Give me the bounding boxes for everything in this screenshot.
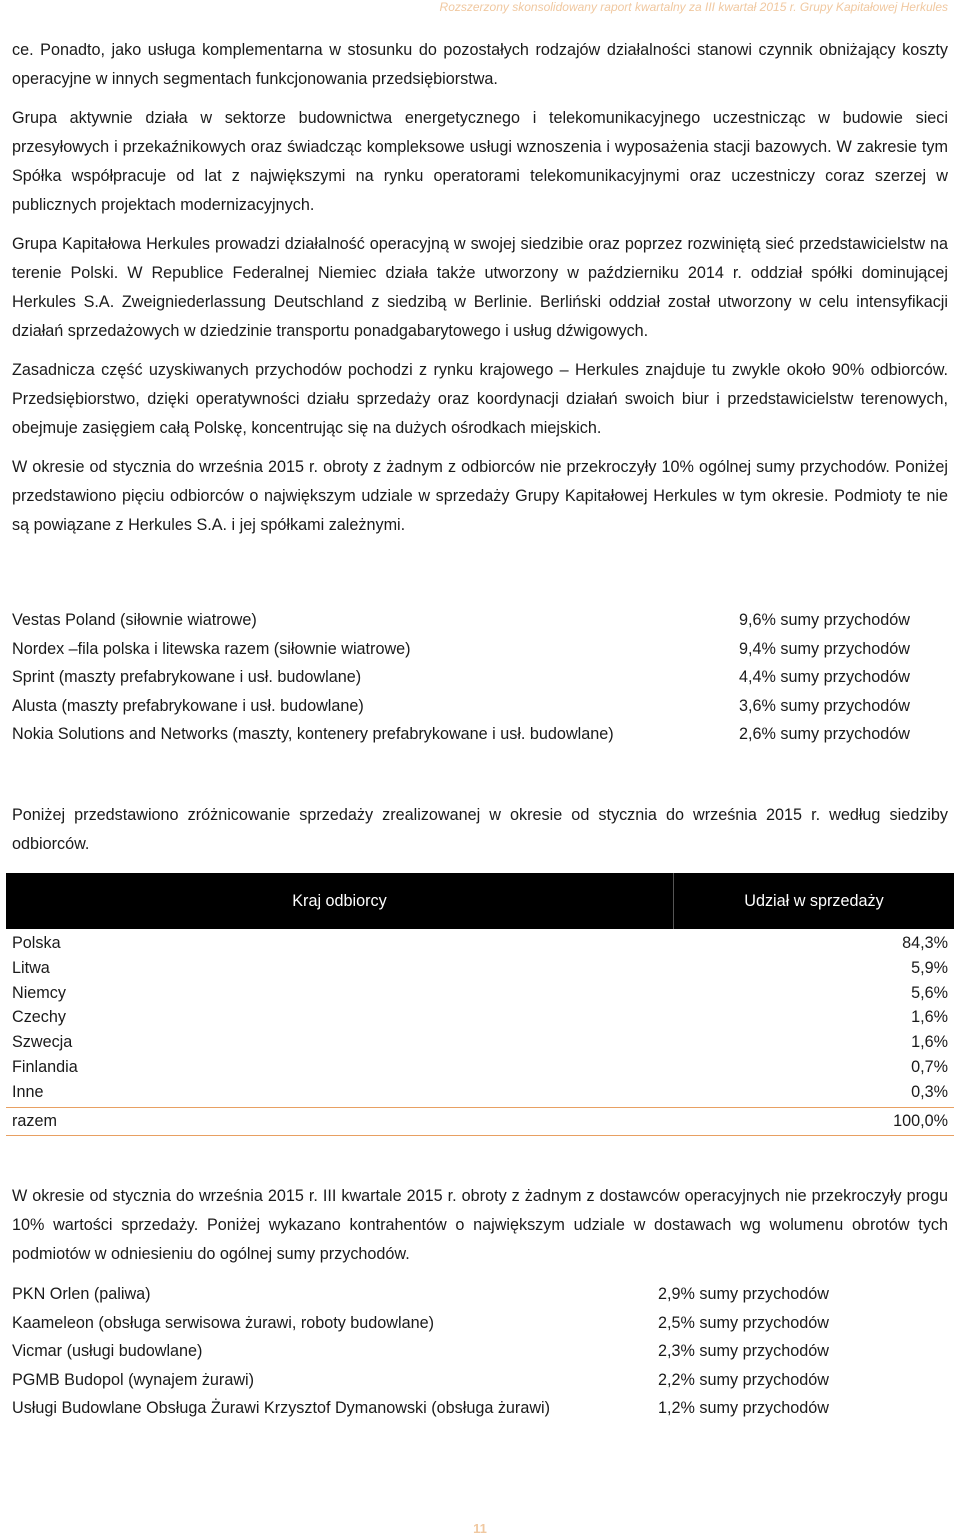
intro-paragraphs [12,36,948,540]
customer-share: 9,4% sumy przychodów [739,639,910,658]
list-item [12,1366,948,1395]
cell-country: Czechy [12,1008,66,1027]
cell-country: Niemcy [12,983,66,1002]
geo-sales-table [6,873,954,1136]
table-row [6,1030,954,1055]
column-header-country: Kraj odbiorcy [6,873,674,929]
list-item [12,1394,948,1423]
paragraph-top-customers: W okresie od stycznia do września 2015 r. obroty z żadnym z odbiorców nie przekroczyły 10% ogólnej sumy przychodów. Poniżej przedstawiono pięciu odbiorców o największym udziale w sprzedaży Grupy Kapitałowej Herkules w tym okresie. Podmioty te nie są powiązane z Herkules S.A. i jej spółkami zależnymi. [12,458,948,534]
supplier-share: 2,2% sumy przychodów [658,1370,829,1389]
cell-share: 1,6% [911,1033,948,1052]
list-item [12,1309,948,1338]
cell-country: Polska [12,934,61,952]
column-header-share: Udział w sprzedaży [744,892,884,910]
paragraph-continuation: ce. Ponadto, jako usługa komplementarna w stosunku do pozostałych rodzajów działalności stanowi czynnik obniżający koszty operacyjne w innych segmentach funkcjonowania przedsiębiorstwa. [12,41,948,88]
supplier-name: PGMB Budopol (wynajem żurawi) [12,1370,254,1389]
cell-country: Szwecja [12,1033,73,1052]
cell-share: 0,3% [911,1082,948,1101]
cell-country: Litwa [12,958,50,977]
customer-name: Sprint (maszty prefabrykowane i usł. budowlane) [12,668,362,687]
supplier-name: Usługi Budowlane Obsługa Żurawi Krzysztof Dymanowski (obsługa żurawi) [12,1399,550,1418]
customer-name: Nordex –fila polska i litewska razem (siłownie wiatrowe) [12,639,411,658]
table-row [6,956,954,981]
cell-share: 0,7% [911,1057,948,1076]
geo-intro: Poniżej przedstawiono zróżnicowanie sprzedaży zrealizowanej w okresie od stycznia do września 2015 r. według siedziby odbiorców. [12,806,948,853]
supplier-share: 2,5% sumy przychodów [658,1313,829,1332]
table-body [6,931,954,1136]
customer-share: 3,6% sumy przychodów [739,696,910,715]
customer-share: 4,4% sumy przychodów [739,668,910,687]
customer-share: 9,6% sumy przychodów [739,611,910,629]
supplier-share: 1,2% sumy przychodów [658,1399,829,1418]
paragraph-branches: Grupa Kapitałowa Herkules prowadzi działalność operacyjną w swojej siedzibie oraz poprzez rozwiniętą sieć przedstawicielstw na terenie Polski. W Republice Federalnej Niemiec działa także utworzony w październiku 2014 r. oddział spółki dominującej Herkules S.A. Zweigniederlassung Deutschland z siedzibą w Berlinie. Berliński oddział został utworzony w celu intensyfikacji działań sprzedażowych w dziedzinie transportu ponadgabarytowego i usług dźwigowych. [12,235,948,340]
list-item [12,1280,948,1309]
paragraph-domestic-market: Zasadnicza część uzyskiwanych przychodów pochodzi z rynku krajowego – Herkules znajduje tu zwykle około 90% odbiorców. Przedsiębiorstwo, dzięki operatywności działu sprzedaży oraz koordynacji działań swoich biur i przedstawicielstw terenowych, obejmuje zasięgiem całą Polskę, koncentrując się na dużych ośrodkach miejskich. [12,361,948,437]
supplier-name: Kaameleon (obsługa serwisowa żurawi, roboty budowlane) [12,1313,434,1332]
list-item [12,663,948,692]
cell-country: Finlandia [12,1057,78,1076]
customer-name: Alusta (maszty prefabrykowane i usł. budowlane) [12,696,364,715]
list-item [12,1337,948,1366]
cell-total-label: razem [12,1111,57,1130]
supplier-share: 2,9% sumy przychodów [658,1285,829,1303]
customer-share: 2,6% sumy przychodów [739,725,910,744]
table-row [6,1005,954,1030]
supplier-name: Vicmar (usługi budowlane) [12,1342,203,1361]
customer-name: Vestas Poland (siłownie wiatrowe) [12,611,257,629]
list-item [12,720,948,749]
cell-share: 5,6% [911,983,948,1002]
cell-share: 1,6% [911,1008,948,1027]
table-header [6,873,954,929]
table-total-row [6,1107,954,1136]
cell-total-share: 100,0% [893,1111,948,1130]
cell-country: Inne [12,1082,44,1101]
table-row [6,1055,954,1080]
customers-list [12,606,948,749]
list-item [12,606,948,635]
list-item [12,635,948,664]
list-item [12,692,948,721]
paragraph-energy-telecom: Grupa aktywnie działa w sektorze budownictwa energetycznego i telekomunikacyjnego uczestnicząc w budowie sieci przesyłowych i przekaźnikowych oraz świadcząc kompleksowe usługi wznoszenia i wyposażenia stacji bazowych. W zakresie tym Spółka współpracuje od lat z największymi na rynku operatorami telekomunikacyjnymi oraz uczestniczy coraz szerzej w publicznych projektach modernizacyjnych. [12,109,948,214]
table-row [6,981,954,1006]
supplier-share: 2,3% sumy przychodów [658,1342,829,1361]
cell-share: 84,3% [902,934,948,952]
running-header: Rozszerzony skonsolidowany raport kwartalny za III kwartał 2015 r. Grupy Kapitałowej Herkules [439,0,948,14]
table-row [6,931,954,956]
cell-share: 5,9% [911,958,948,977]
customer-name: Nokia Solutions and Networks (maszty, kontenery prefabrykowane i usł. budowlane) [12,725,614,744]
table-row [6,1080,954,1105]
page-number: 11 [473,1521,487,1536]
suppliers-list [12,1280,948,1423]
suppliers-intro: W okresie od stycznia do września 2015 r. III kwartale 2015 r. obroty z żadnym z dostawców operacyjnych nie przekroczyły progu 10% wartości sprzedaży. Poniżej wykazano kontrahentów o największym udziale w dostawach wg wolumenu obrotów tych podmiotów w odniesieniu do ogólnej sumy przychodów. [12,1187,948,1263]
supplier-name: PKN Orlen (paliwa) [12,1285,151,1303]
